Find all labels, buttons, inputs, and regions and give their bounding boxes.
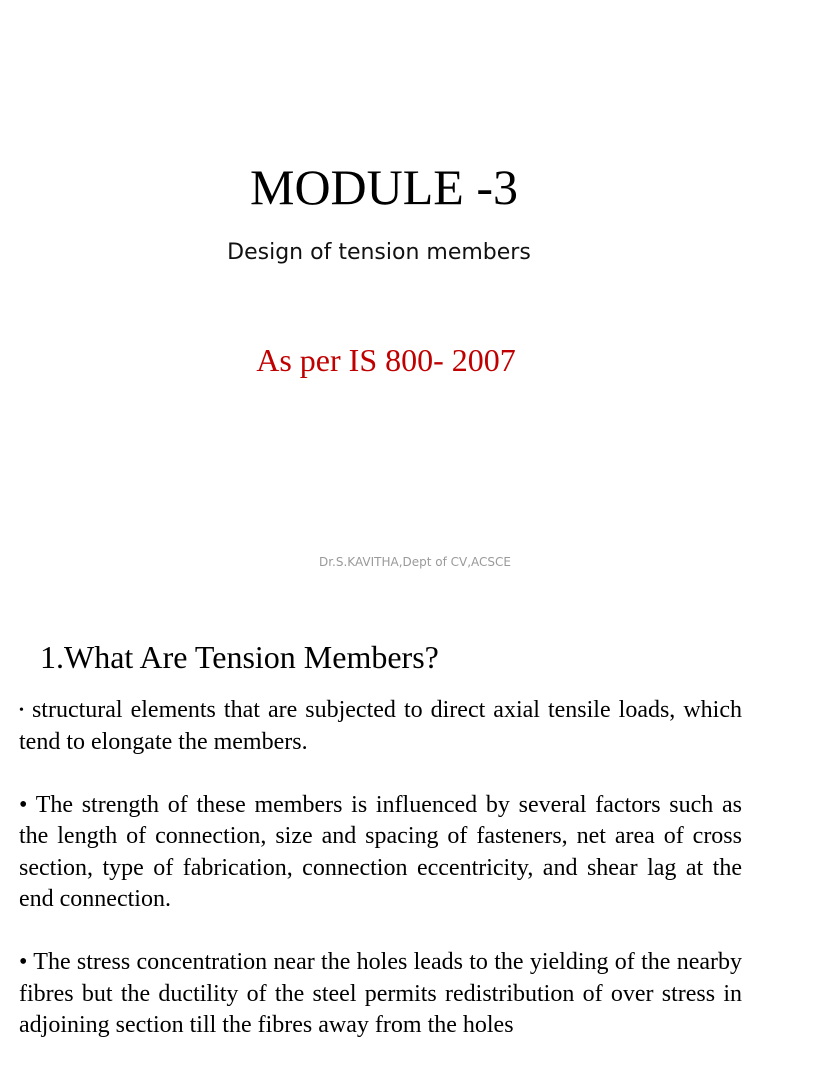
bullet-text: structural elements that are subjected to direct axial tensile loads, which tend to elongate the members.	[19, 697, 742, 755]
bullet-item	[19, 695, 742, 758]
bullet-marker: •	[19, 703, 24, 718]
bullet-marker: •	[19, 791, 28, 818]
bullet-text: The strength of these members is influenced by several factors such as the length of connection, size and spacing of fasteners, net area of cross section, type of fabrication, connection eccentricity, and shear lag at the end connection.	[19, 791, 742, 912]
author-credit: Dr.S.KAVITHA,Dept of CV,ACSCE	[318, 555, 512, 569]
bullet-item	[19, 790, 742, 916]
bullet-marker: •	[19, 949, 28, 975]
content-slide	[0, 610, 768, 1038]
module-title: MODULE -3	[249, 159, 519, 215]
bullet-list	[19, 695, 742, 1073]
section-heading: 1.What Are Tension Members?	[40, 639, 439, 675]
bullet-text: The stress concentration near the holes leads to the yielding of the nearby fibres but the ductility of the steel permits redistribution of over stress in adjoining section till the fibres away from the holes	[19, 949, 742, 1038]
bullet-item	[19, 947, 742, 1042]
subtitle: Design of tension members	[227, 240, 531, 265]
standard-reference: As per IS 800- 2007	[256, 342, 516, 378]
